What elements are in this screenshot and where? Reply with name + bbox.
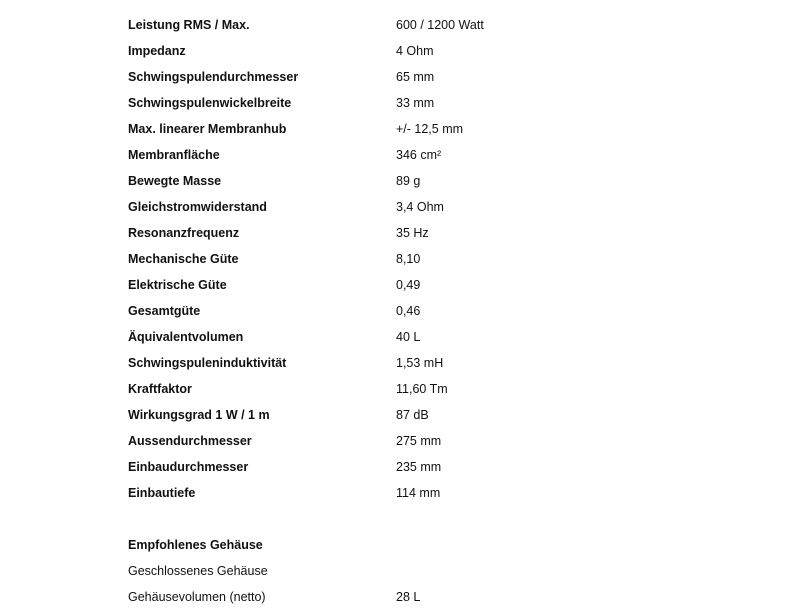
spec-value: 11,60 Tm bbox=[396, 382, 448, 396]
spec-value: 35 Hz bbox=[396, 226, 429, 240]
spec-label: Einbaudurchmesser bbox=[128, 460, 249, 474]
spec-label: Resonanzfrequenz bbox=[128, 226, 240, 240]
table-row bbox=[128, 350, 688, 376]
table-row bbox=[128, 402, 688, 428]
spec-label: Impedanz bbox=[128, 44, 186, 58]
spec-value: 8,10 bbox=[396, 252, 421, 266]
spec-label: Schwingspulenwickelbreite bbox=[128, 96, 292, 110]
spec-label: Schwingspulendurchmesser bbox=[128, 70, 299, 84]
spec-value: 0,46 bbox=[396, 304, 421, 318]
spec-value: 275 mm bbox=[396, 434, 442, 448]
spec-value: 4 Ohm bbox=[396, 44, 434, 58]
spec-label: Membranfläche bbox=[128, 148, 220, 162]
spec-label: Leistung RMS / Max. bbox=[128, 18, 250, 32]
spec-label: Gehäusevolumen (netto) bbox=[128, 590, 266, 604]
spec-value: 600 / 1200 Watt bbox=[396, 18, 484, 32]
spec-value: 33 mm bbox=[396, 96, 435, 110]
table-row bbox=[128, 116, 688, 142]
specification-table bbox=[128, 12, 688, 610]
table-row bbox=[128, 194, 688, 220]
spec-value: +/- 12,5 mm bbox=[396, 122, 464, 136]
spec-value: 87 dB bbox=[396, 408, 429, 422]
table-row bbox=[128, 90, 688, 116]
table-row bbox=[128, 142, 688, 168]
spacer-cell-left bbox=[128, 506, 396, 532]
spec-label: Wirkungsgrad 1 W / 1 m bbox=[128, 408, 270, 422]
spec-value: 1,53 mH bbox=[396, 356, 444, 370]
table-row bbox=[128, 324, 688, 350]
table-row bbox=[128, 272, 688, 298]
spec-value: 3,4 Ohm bbox=[396, 200, 444, 214]
spec-label: Kraftfaktor bbox=[128, 382, 192, 396]
table-row bbox=[128, 64, 688, 90]
table-row bbox=[128, 480, 688, 506]
spec-value: 346 cm² bbox=[396, 148, 442, 162]
table-row bbox=[128, 246, 688, 272]
spec-label: Äquivalentvolumen bbox=[128, 330, 244, 344]
table-row bbox=[128, 428, 688, 454]
spec-value: 114 mm bbox=[396, 486, 441, 500]
table-row bbox=[128, 298, 688, 324]
section-heading-row bbox=[128, 532, 688, 558]
specification-rows bbox=[128, 12, 688, 610]
spec-label: Gesamtgüte bbox=[128, 304, 201, 318]
spec-label: Gleichstromwiderstand bbox=[128, 200, 267, 214]
spec-value: 65 mm bbox=[396, 70, 435, 84]
table-row bbox=[128, 376, 688, 402]
spec-value: 235 mm bbox=[396, 460, 442, 474]
table-row bbox=[128, 12, 688, 38]
table-row bbox=[128, 168, 688, 194]
table-row bbox=[128, 558, 688, 584]
spec-value: 89 g bbox=[396, 174, 421, 188]
spec-value: 40 L bbox=[396, 330, 421, 344]
spec-label: Mechanische Güte bbox=[128, 252, 239, 266]
spec-label: Einbautiefe bbox=[128, 486, 196, 500]
section-heading-value bbox=[396, 532, 688, 558]
table-row bbox=[128, 454, 688, 480]
table-row bbox=[128, 220, 688, 246]
spec-label: Geschlossenes Gehäuse bbox=[128, 564, 268, 578]
table-row bbox=[128, 38, 688, 64]
spec-value: 28 L bbox=[396, 590, 421, 604]
spec-value bbox=[396, 558, 688, 584]
spec-label: Elektrische Güte bbox=[128, 278, 227, 292]
spec-label: Aussendurchmesser bbox=[128, 434, 252, 448]
spacer-cell-right bbox=[396, 506, 688, 532]
spec-label: Bewegte Masse bbox=[128, 174, 222, 188]
section-spacer bbox=[128, 506, 688, 532]
section-heading: Empfohlenes Gehäuse bbox=[128, 538, 263, 552]
spec-value: 0,49 bbox=[396, 278, 421, 292]
spec-label: Max. linearer Membranhub bbox=[128, 122, 287, 136]
table-row bbox=[128, 584, 688, 610]
spec-label: Schwingspuleninduktivität bbox=[128, 356, 287, 370]
